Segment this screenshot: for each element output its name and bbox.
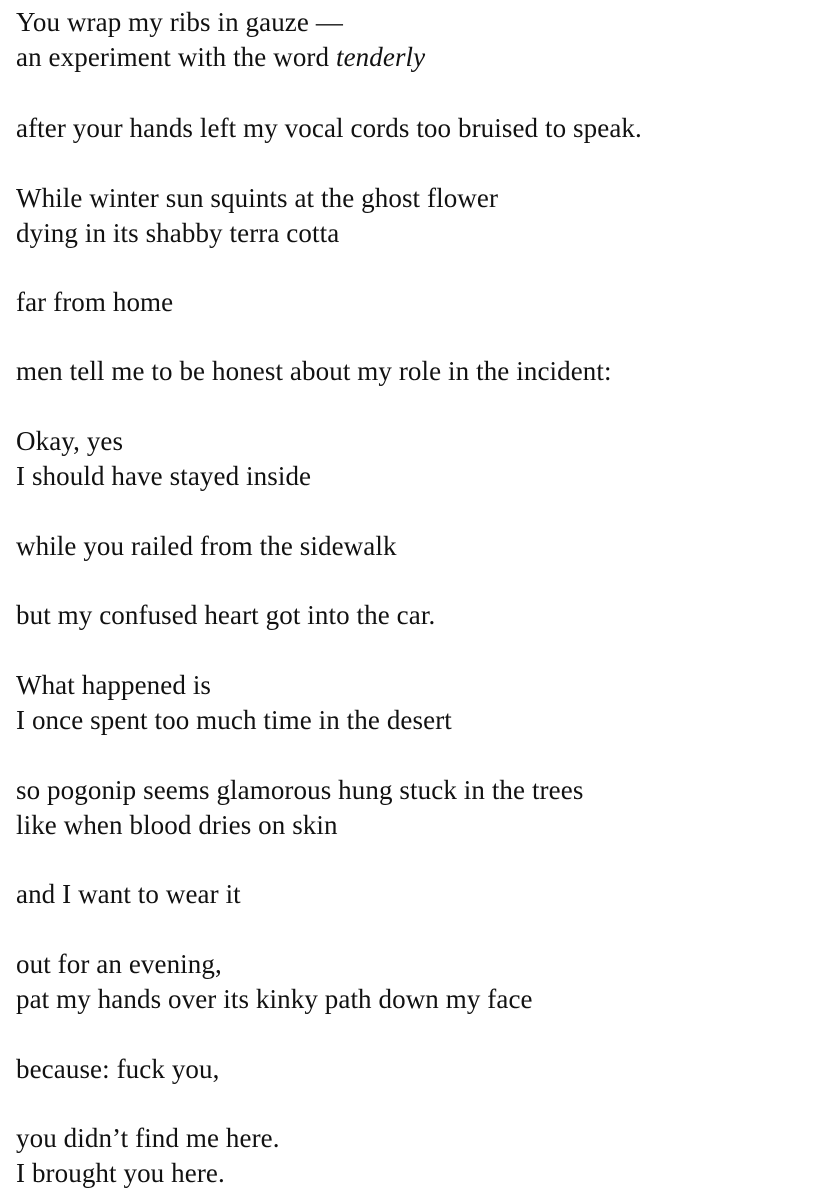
poem-line: after your hands left my vocal cords too bruised to speak. <box>16 113 642 143</box>
poem-line: but my confused heart got into the car. <box>16 600 436 630</box>
poem-line: so pogonip seems glamorous hung stuck in the trees <box>16 775 584 805</box>
poem-line: while you railed from the sidewalk <box>16 531 397 561</box>
poem-line: far from home <box>16 287 174 317</box>
poem-line: and I want to wear it <box>16 879 241 909</box>
poem-line: I once spent too much time in the desert <box>16 705 452 735</box>
poem-line: out for an evening, <box>16 949 222 979</box>
poem-line: Okay, yes <box>16 426 124 456</box>
poem-line: You wrap my ribs in gauze — <box>16 7 343 37</box>
poem-line: While winter sun squints at the ghost flower <box>16 183 499 213</box>
emphasized-word: tenderly <box>335 42 426 72</box>
poem-line: like when blood dries on skin <box>16 810 338 840</box>
poem-line: I should have stayed inside <box>16 461 312 491</box>
poem-line: you didn’t find me here. <box>16 1123 280 1153</box>
poem-line <box>16 40 425 74</box>
poem-line: I brought you here. <box>16 1158 225 1188</box>
poem-line: men tell me to be honest about my role in the incident: <box>16 356 612 386</box>
poem-line: because: fuck you, <box>16 1054 220 1084</box>
poem-line: What happened is <box>16 670 212 700</box>
poem-line: dying in its shabby terra cotta <box>16 218 340 248</box>
poem-line: pat my hands over its kinky path down my face <box>16 984 533 1014</box>
poem-line-text: an experiment with the word <box>16 42 336 72</box>
